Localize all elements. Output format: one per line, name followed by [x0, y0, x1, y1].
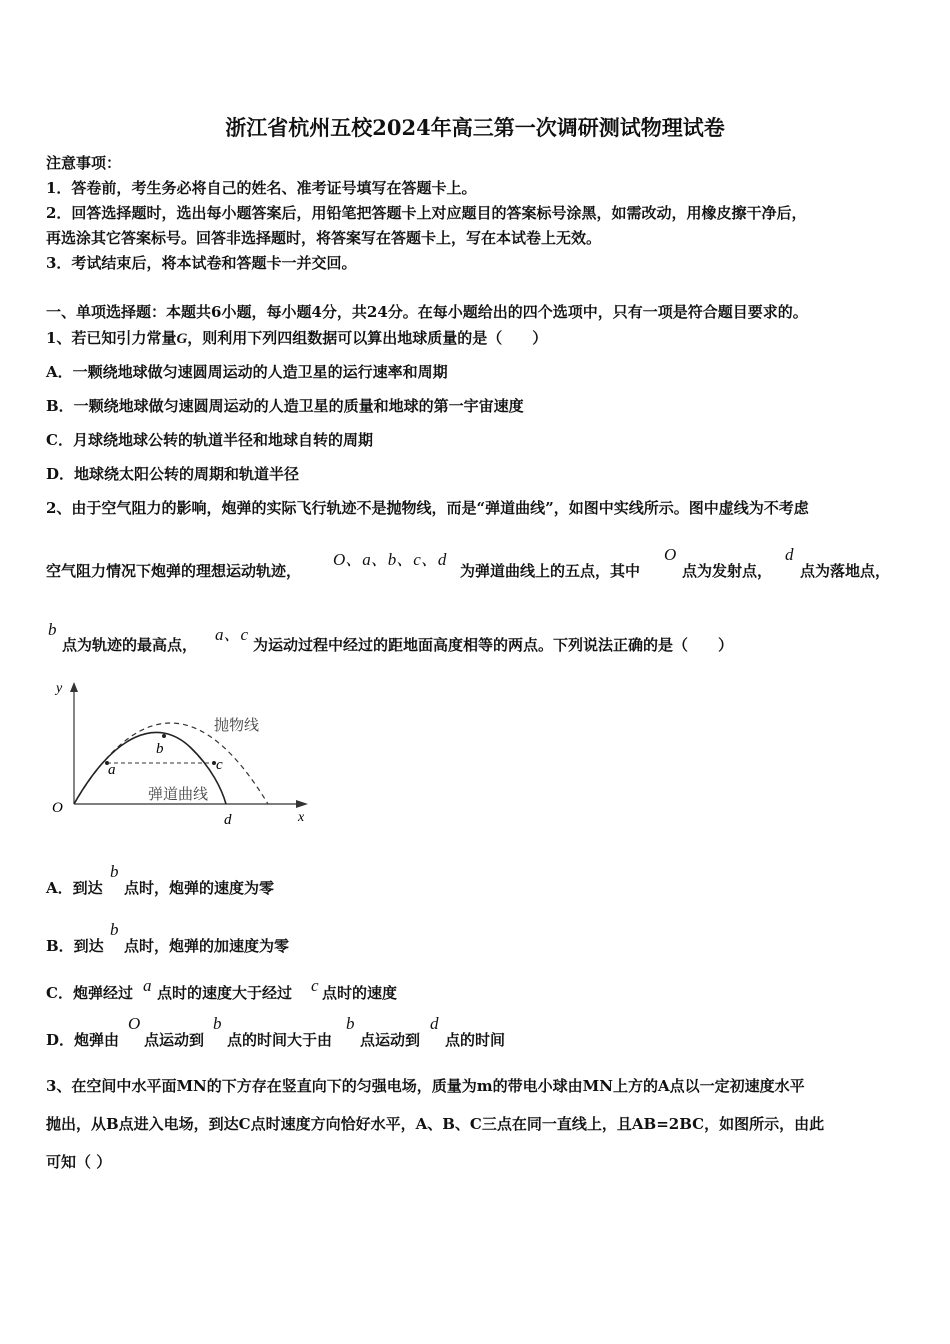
q2-stem-line3-text1: 点为轨迹的最高点， [62, 636, 198, 654]
q2-option-c-text3: 点时的速度 [322, 984, 398, 1002]
q1-stem-var: G [176, 331, 188, 347]
q2-stem-line3-text2: 为运动过程中经过的距地面高度相等的两点。下列说法正确的是（ ） [253, 636, 734, 654]
x-axis-arrow-icon [296, 800, 308, 808]
q2-option-a-text2: 点时，炮弹的速度为零 [124, 879, 275, 897]
x-axis-label: x [298, 810, 305, 825]
trajectory-figure [40, 672, 330, 832]
q2-option-d-text1: D．炮弹由 [46, 1031, 120, 1049]
q3-stem-line1: 3、在空间中水平面MN的下方存在竖直向下的匀强电场，质量为m的带电小球由MN上方的A点以一定初速度水平 [46, 1077, 805, 1095]
q2-option-a-var: b [110, 862, 119, 881]
q3-stem-line3: 可知（ ） [46, 1153, 112, 1171]
y-axis-arrow-icon [70, 682, 78, 692]
origin-label: O [52, 800, 63, 816]
q2-stem-line1: 2、由于空气阻力的影响，炮弹的实际飞行轨迹不是抛物线，而是“弹道曲线”，如图中实线所示。图中虚线为不考虑 [46, 499, 809, 517]
q2-option-a-text1: A．到达 [46, 879, 103, 897]
q2-option-c-var2: c [311, 976, 319, 995]
q3-stem-line2: 抛出，从B点进入电场，到达C点时速度方向恰好水平，A、B、C三点在同一直线上，且AB=2BC，如图所示，由此 [46, 1115, 825, 1133]
q2-option-d-text4: 点运动到 [360, 1031, 421, 1049]
q2-option-b-var: b [110, 920, 119, 939]
point-c-label: c [216, 757, 223, 773]
q2-stem-line2-text2: 为弹道曲线上的五点，其中 [460, 562, 641, 580]
page-title: 浙江省杭州五校2024年高三第一次调研测试物理试卷 [225, 115, 725, 140]
q1-option-b: B．一颗绕地球做匀速圆周运动的人造卫星的质量和地球的第一宇宙速度 [46, 397, 524, 415]
q2-option-c-var1: a [143, 976, 152, 995]
q2-option-c-text1: C．炮弹经过 [46, 984, 133, 1002]
q2-option-d-text5: 点的时间 [445, 1031, 506, 1049]
q2-stem-line2-text3: 点为发射点， [682, 562, 773, 580]
q2-option-b-text1: B．到达 [46, 937, 104, 955]
q2-var-b: b [48, 620, 57, 639]
q2-option-b-text2: 点时，炮弹的加速度为零 [124, 937, 290, 955]
parabola-label: 抛物线 [214, 716, 260, 734]
q2-stem-line2-text1: 空气阻力情况下炮弹的理想运动轨迹， [46, 562, 302, 580]
point-d-label: d [224, 812, 232, 828]
point-b-label: b [156, 741, 164, 757]
y-axis-label: y [56, 681, 63, 696]
q2-option-d-var1: O [128, 1014, 141, 1033]
q1-stem [46, 327, 547, 348]
q2-var-d: d [785, 545, 794, 564]
q2-var-ac: a、c [215, 625, 249, 644]
notice-heading: 注意事项： [46, 154, 122, 172]
q2-stem-line2-text4: 点为落地点， [800, 562, 891, 580]
q1-stem-text-2: ，则利用下列四组数据可以算出地球质量的是（ ） [187, 329, 548, 347]
notice-item-2b: 再选涂其它答案标号。回答非选择题时，将答案写在答题卡上，写在本试卷上无效。 [46, 229, 602, 247]
q2-option-d-text2: 点运动到 [144, 1031, 205, 1049]
q2-option-d-var2: b [213, 1014, 222, 1033]
notice-item-1: 1．答卷前，考生务必将自己的姓名、准考证号填写在答题卡上。 [46, 179, 477, 197]
q2-option-c-text2: 点时的速度大于经过 [157, 984, 293, 1002]
q2-var-points: O、a、b、c、d [333, 550, 447, 569]
point-a-label: a [108, 762, 116, 778]
q1-option-c: C．月球绕地球公转的轨道半径和地球自转的周期 [46, 431, 373, 449]
q1-option-a: A．一颗绕地球做匀速圆周运动的人造卫星的运行速率和周期 [46, 363, 448, 381]
q2-option-d-var4: d [430, 1014, 439, 1033]
q2-var-o: O [664, 545, 677, 564]
q1-stem-text: 1、若已知引力常量 [46, 329, 177, 347]
section-heading: 一、单项选择题：本题共6小题，每小题4分，共24分。在每小题给出的四个选项中，只有一项是符合题目要求的。 [46, 303, 808, 321]
q2-option-d-var3: b [346, 1014, 355, 1033]
q2-option-d-text3: 点的时间大于由 [227, 1031, 333, 1049]
point-b-marker [162, 734, 166, 738]
q1-option-d: D．地球绕太阳公转的周期和轨道半径 [46, 465, 300, 483]
ballistic-label: 弹道曲线 [148, 785, 209, 803]
notice-item-2a: 2．回答选择题时，选出每小题答案后，用铅笔把答题卡上对应题目的答案标号涂黑，如需改动，用橡皮擦干净后， [46, 204, 807, 222]
notice-item-3: 3．考试结束后，将本试卷和答题卡一并交回。 [46, 254, 357, 272]
